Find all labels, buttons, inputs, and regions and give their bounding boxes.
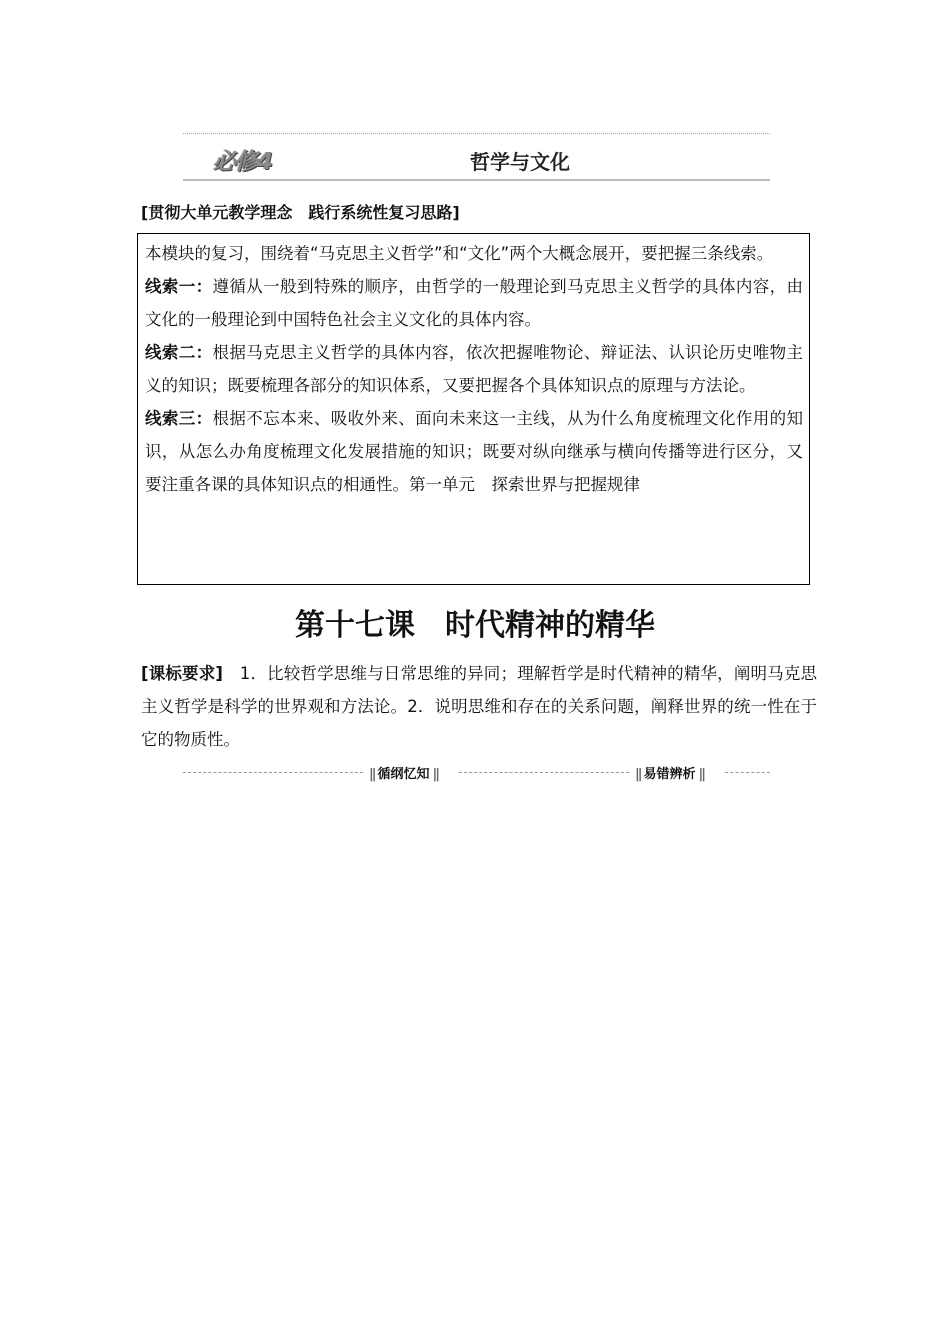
clue-3 (145, 402, 803, 501)
lesson-title: 第十七课 时代精神的精华 (295, 608, 655, 643)
clue-2-label: 线索二： (145, 343, 213, 362)
clue-3-text: 根据不忘本来、吸收外来、面向未来这一主线，从为什么角度梳理文化作用的知识，从怎么办角度梳理文化发展措施的知识；既要对纵向继承与横向传播等进行区分，又要注重各课的具体知识点的相通性。第一单元 探索世界与把握规律 (145, 409, 804, 494)
standard-text: 1．比较哲学思维与日常思维的异同；理解哲学是时代精神的精华，阐明马克思主义哲学是科学的世界观和方法论。2．说明思维和存在的关系问题，阐释世界的统一性在于它的物质性。 (141, 664, 817, 749)
section-divider (183, 762, 770, 782)
tag-error-analysis: || 易错辨析 || (629, 763, 710, 782)
clue-1 (145, 270, 803, 336)
standard-label: [课标要求] (141, 664, 223, 683)
divider-dash-left (183, 772, 363, 773)
clue-2 (145, 336, 803, 402)
module-title: 哲学与文化 (470, 150, 570, 174)
clue-3-label: 线索三： (145, 409, 213, 428)
header-bottom-rule (183, 179, 770, 181)
header-top-rule (183, 133, 770, 134)
box-intro: 本模块的复习，围绕着“马克思主义哲学”和“文化”两个大概念展开，要把握三条线索。 (145, 244, 774, 263)
module-logo: 必修4 (213, 149, 273, 175)
tag-recall-outline: || 循纲忆知 || (363, 763, 444, 782)
clue-1-label: 线索一： (145, 277, 213, 296)
section-label: [贯彻大单元教学理念 践行系统性复习思路] (141, 203, 460, 222)
clue-1-text: 遵循从一般到特殊的顺序，由哲学的一般理论到马克思主义哲学的具体内容，由文化的一般理论到中国特色社会主义文化的具体内容。 (145, 277, 804, 329)
divider-dash-right (725, 772, 770, 773)
review-outline-box (137, 233, 810, 585)
curriculum-standard (141, 657, 817, 756)
clue-2-text: 根据马克思主义哲学的具体内容，依次把握唯物论、辩证法、认识论历史唯物主义的知识；既要梳理各部分的知识体系，又要把握各个具体知识点的原理与方法论。 (145, 343, 804, 395)
divider-dash-middle (459, 772, 629, 773)
